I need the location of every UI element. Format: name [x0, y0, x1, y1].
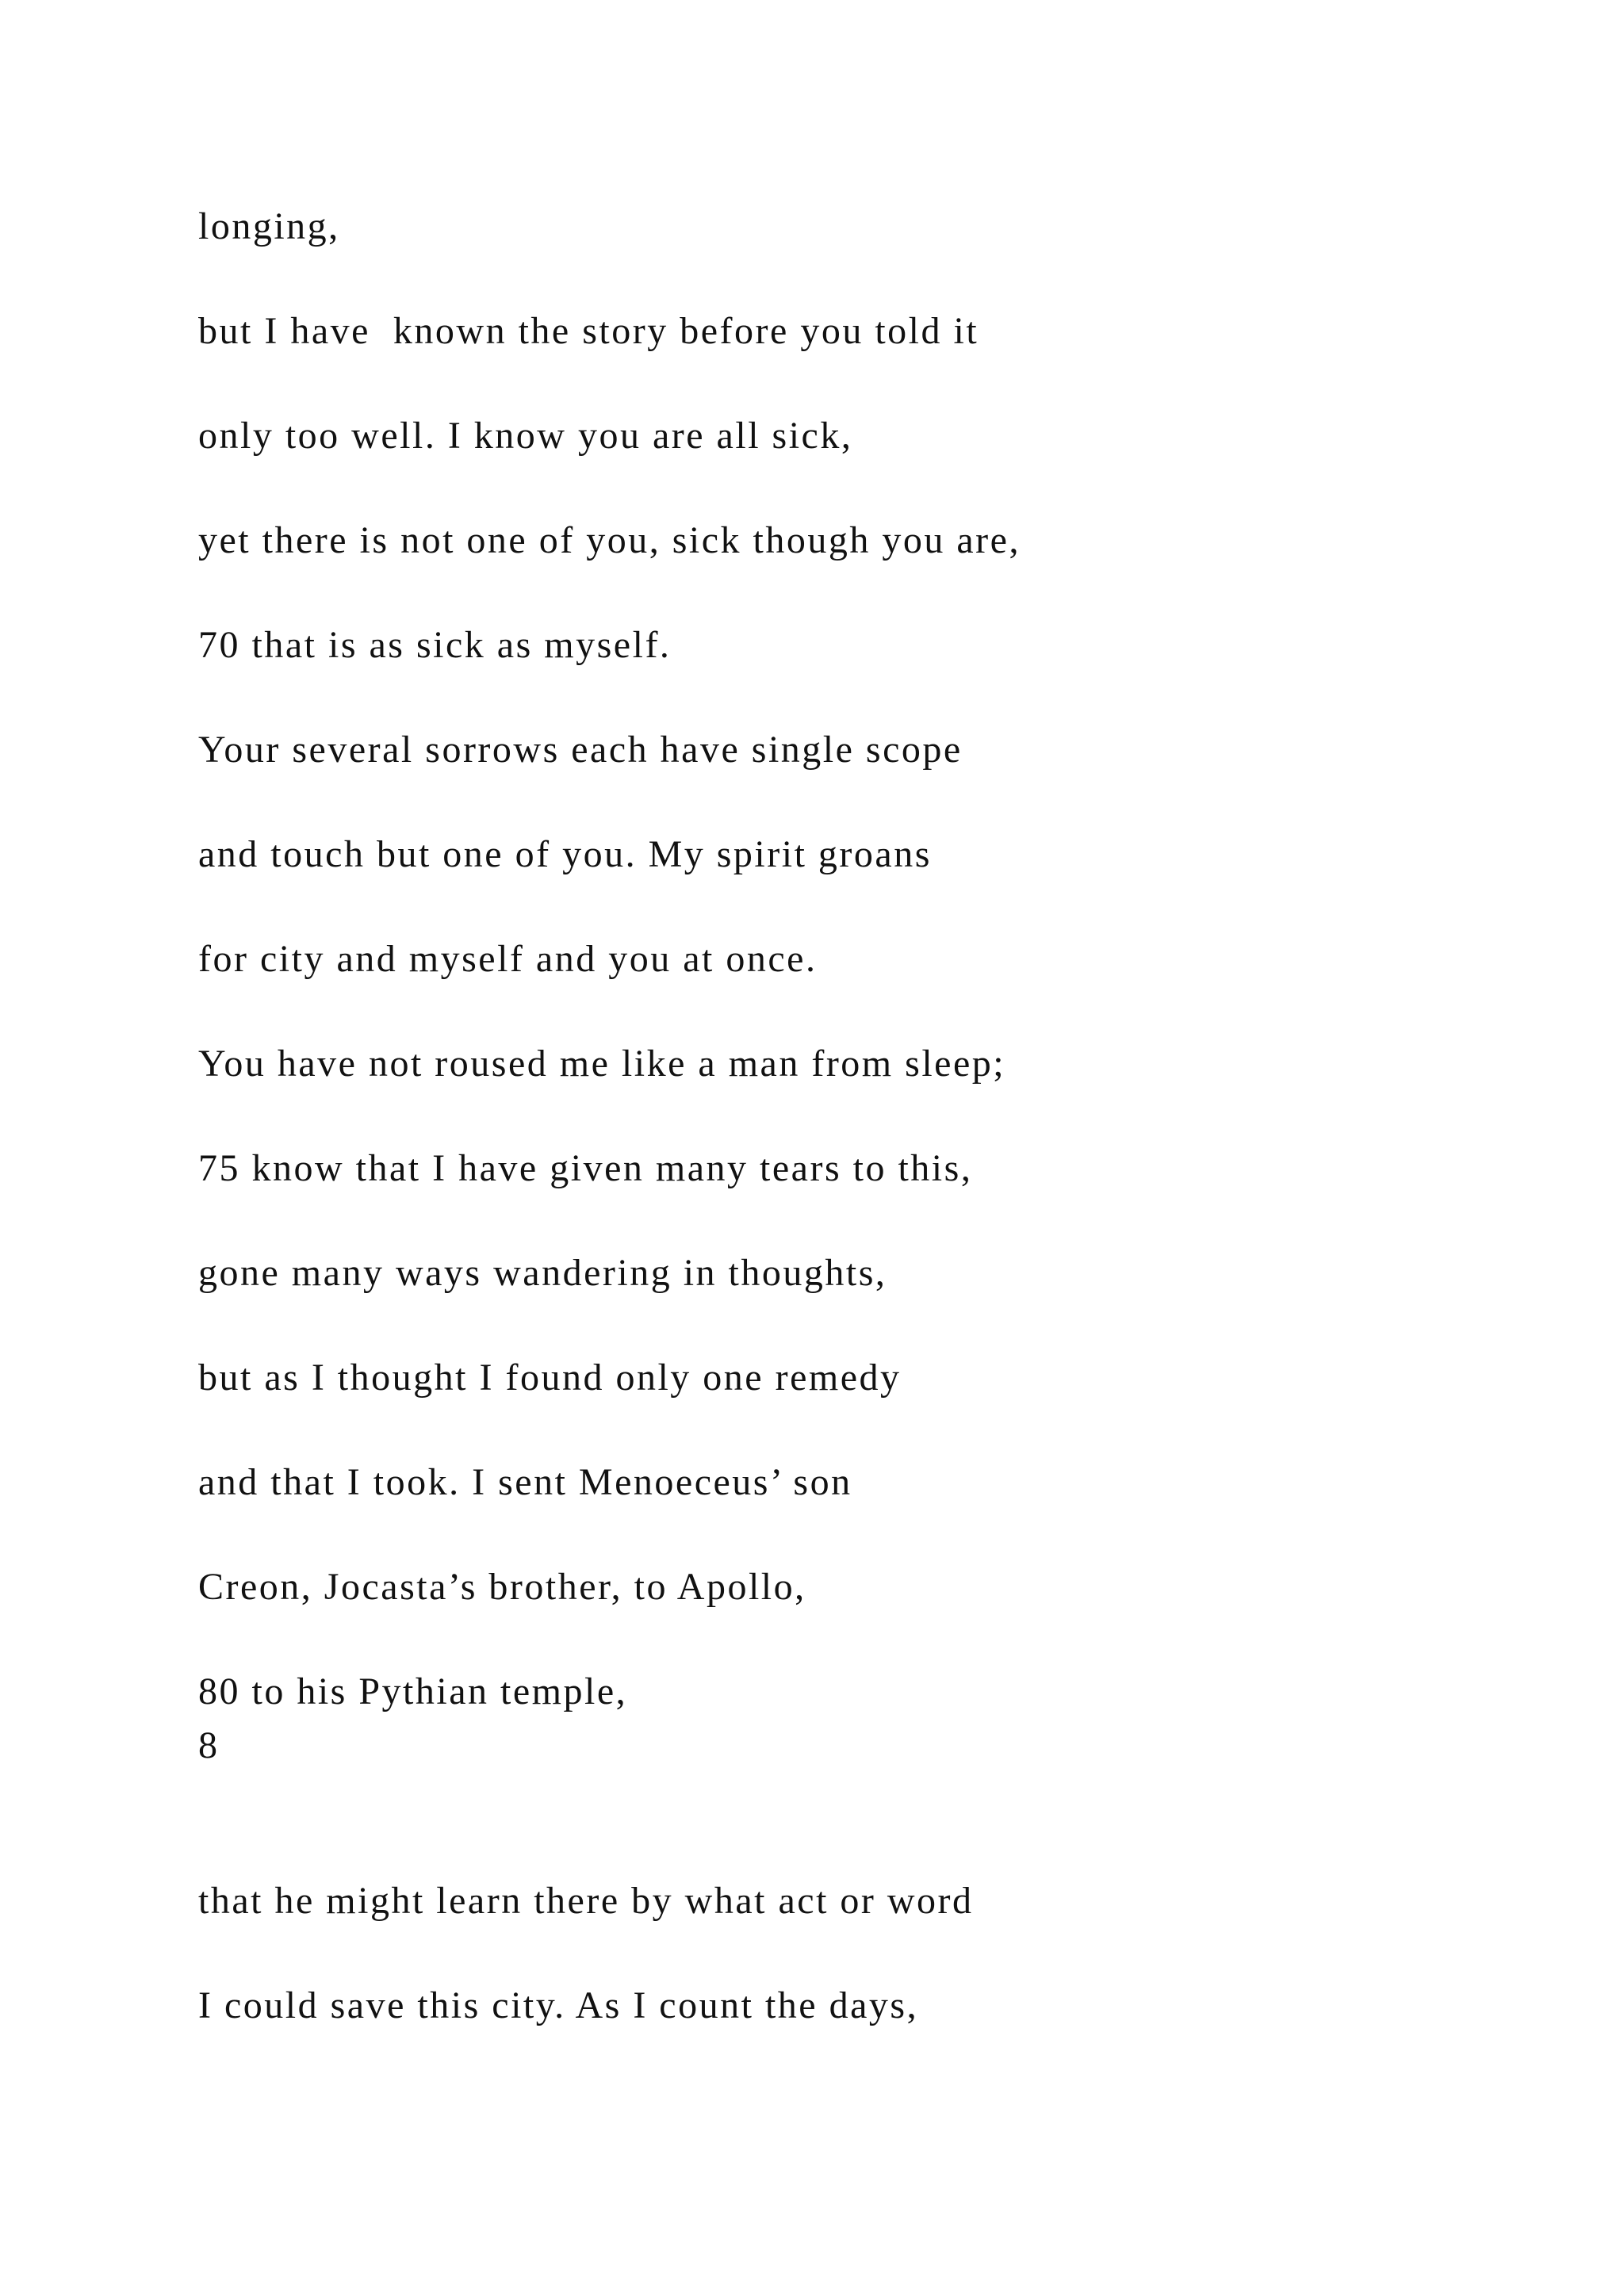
text-line: longing, — [198, 205, 340, 247]
text-line: gone many ways wandering in thoughts, — [198, 1252, 887, 1294]
text-line: 70 that is as sick as myself. — [198, 624, 672, 666]
text-line: but as I thought I found only one remedy — [198, 1357, 902, 1399]
text-line: but I have known the story before you told it — [198, 310, 979, 352]
text-line: for city and myself and you at once. — [198, 938, 818, 980]
text-line: 80 to his Pythian temple, — [198, 1670, 628, 1712]
text-line: that he might learn there by what act or word — [198, 1880, 974, 1922]
text-line: only too well. I know you are all sick, — [198, 415, 853, 457]
text-line: 75 know that I have given many tears to this, — [198, 1147, 973, 1189]
text-line: and touch but one of you. My spirit groans — [198, 833, 932, 875]
text-line: You have not roused me like a man from sleep; — [198, 1043, 1006, 1085]
text-line: I could save this city. As I count the days, — [198, 1984, 919, 2026]
text-line: Creon, Jocasta’s brother, to Apollo, — [198, 1566, 806, 1608]
text-line: and that I took. I sent Menoeceus’ son — [198, 1461, 852, 1503]
text-line: Your several sorrows each have single scope — [198, 729, 963, 771]
text-line: yet there is not one of you, sick though you are, — [198, 519, 1021, 561]
page-number: 8 — [198, 1724, 220, 1766]
